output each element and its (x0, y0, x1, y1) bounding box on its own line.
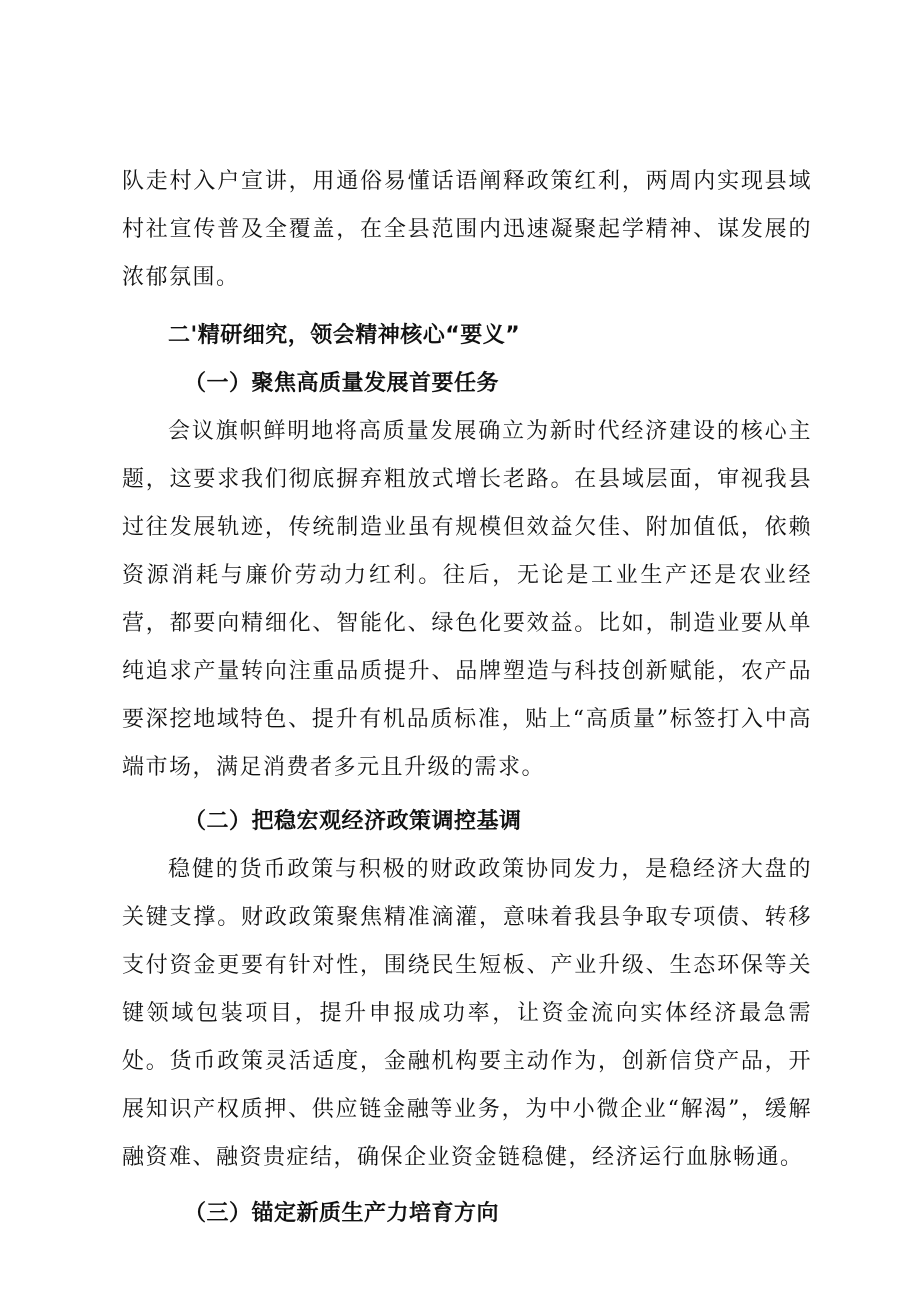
section-heading-2: 二'精研细究，领会精神核心“要义” (168, 323, 521, 348)
subsection-heading-3: （三）锚定新质生产力培育方向 (184, 1201, 500, 1226)
subsection-heading-2: （二）把稳宏观经济政策调控基调 (184, 809, 522, 834)
paragraph-continued: 队走村入户宣讲，用通俗易懂话语阐释政策红利，两周内实现县域村社宣传普及全覆盖，在全县范围内迅速凝聚起学精神、谋发展的浓郁氛围。 (122, 169, 812, 290)
document-body (122, 158, 812, 1238)
subsection-body-1: 会议旗帜鲜明地将高质量发展确立为新时代经济建设的核心主题，这要求我们彻底摒弃粗放式增长老路。在县域层面，审视我县过往发展轨迹，传统制造业虽有规模但效益欠佳、附加值低，依赖资源消耗与廉价劳动力红利。往后，无论是工业生产还是农业经营，都要向精细化、智能化、绿色化要效益。比如，制造业要从单纯追求产量转向注重品质提升、品牌塑造与科技创新赋能，农产品要深挖地域特色、提升有机品质标准，贴上“高质量”标签打入中高端市场，满足消费者多元且升级的需求。 (122, 419, 812, 780)
subsection-body-2: 稳健的货币政策与积极的财政政策协同发力，是稳经济大盘的关键支撑。财政政策聚焦精准滴灌，意味着我县争取专项债、转移支付资金更要有针对性，围绕民生短板、产业升级、生态环保等关键领域包装项目，提升申报成功率，让资金流向实体经济最急需处。货币政策灵活适度，金融机构要主动作为，创新信贷产品，开展知识产权质押、供应链金融等业务，为中小微企业“解渴”，缓解融资难、融资贵症结，确保企业资金链稳健，经济运行血脉畅通。 (122, 857, 812, 1170)
subsection-heading-1: （一）聚焦高质量发展首要任务 (184, 371, 500, 396)
